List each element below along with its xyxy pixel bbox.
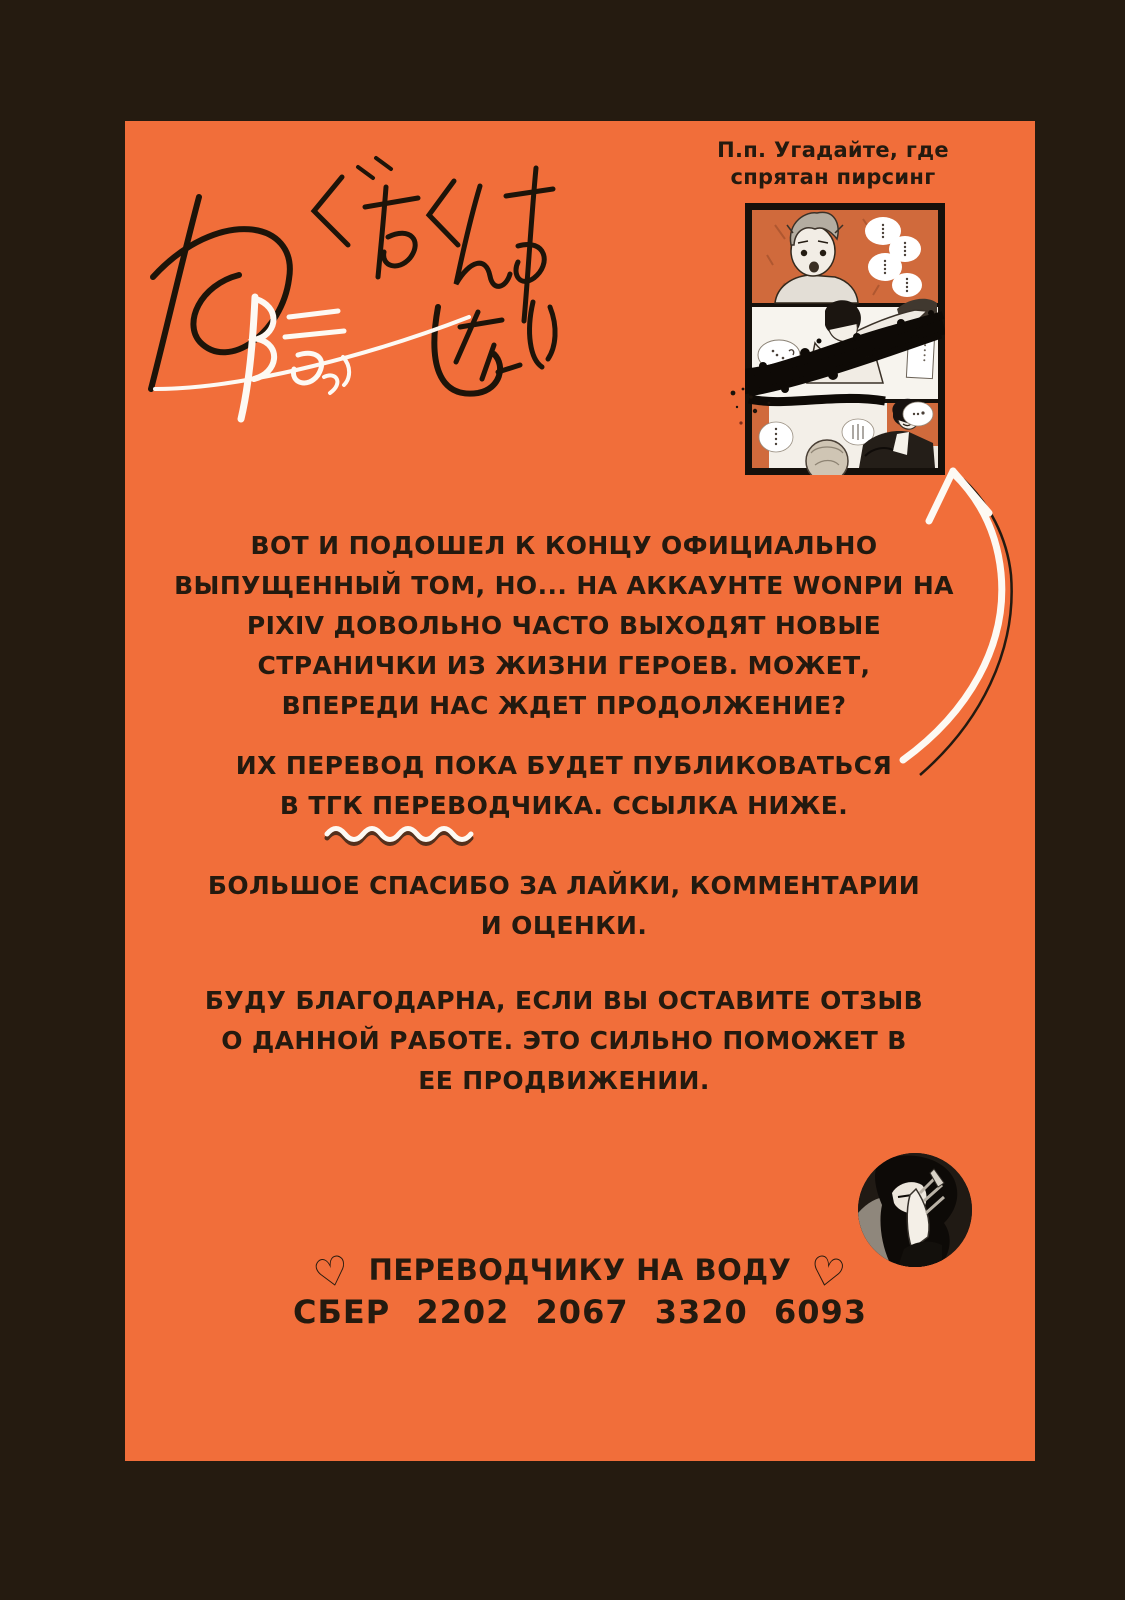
heart-icon: ♡ bbox=[309, 1246, 356, 1300]
translator-note-line1: П.п. Угадайте, где bbox=[717, 138, 949, 162]
afterword-line: ЕЕ ПРОДВИЖЕНИИ. bbox=[418, 1066, 710, 1095]
afterword-line: ИХ ПЕРЕВОД ПОКА БУДЕТ ПУБЛИКОВАТЬСЯ bbox=[235, 751, 893, 780]
afterword-line: ВОТ И ПОДОШЕЛ К КОНЦУ ОФИЦИАЛЬНО bbox=[250, 531, 878, 560]
afterword-line: СТРАНИЧКИ ИЗ ЖИЗНИ ГЕРОЕВ. МОЖЕТ, bbox=[257, 651, 871, 680]
donation-card-number: СБЕР 2202 2067 3320 6093 bbox=[293, 1293, 867, 1331]
afterword-line: БУДУ БЛАГОДАРНА, ЕСЛИ ВЫ ОСТАВИТЕ ОТЗЫВ bbox=[204, 986, 924, 1015]
afterword-line: ВПЕРЕДИ НАС ЖДЕТ ПРОДОЛЖЕНИЕ? bbox=[281, 691, 847, 720]
heart-icon: ♡ bbox=[805, 1246, 851, 1300]
japanese-title-calligraphy bbox=[137, 125, 567, 445]
afterword-paragraph-1 bbox=[109, 526, 1019, 726]
afterword-line: PIXIV ДОВОЛЬНО ЧАСТО ВЫХОДЯТ НОВЫЕ bbox=[246, 611, 882, 640]
afterword-line: В ТГК ПЕРЕВОДЧИКА. ССЫЛКА НИЖЕ. bbox=[279, 791, 849, 820]
manga-panel-1 bbox=[752, 210, 938, 303]
afterword-line: И ОЦЕНКИ. bbox=[480, 911, 648, 940]
ink-specks bbox=[725, 383, 785, 443]
translator-note-line2: спрятан пирсинг bbox=[730, 165, 936, 189]
translator-note-caption bbox=[683, 137, 983, 191]
donation-block bbox=[125, 1246, 1035, 1333]
donation-title-text: ПЕРЕВОДЧИКУ НА ВОДУ bbox=[368, 1253, 792, 1287]
donation-title bbox=[125, 1246, 1035, 1300]
afterword-paragraph-4 bbox=[109, 981, 1019, 1101]
afterword-line: БОЛЬШОЕ СПАСИБО ЗА ЛАЙКИ, КОММЕНТАРИИ bbox=[207, 871, 921, 900]
wavy-underline bbox=[323, 821, 493, 847]
orange-paper bbox=[125, 121, 1035, 1461]
afterword-paragraph-3 bbox=[109, 866, 1019, 946]
afterword-paragraph-2 bbox=[109, 746, 1019, 826]
afterword-line: О ДАННОЙ РАБОТЕ. ЭТО СИЛЬНО ПОМОЖЕТ В bbox=[221, 1026, 907, 1055]
afterword-line: ВЫПУЩЕННЫЙ ТОМ, НО... НА АККАУНТЕ WONPИ НА bbox=[174, 571, 954, 600]
